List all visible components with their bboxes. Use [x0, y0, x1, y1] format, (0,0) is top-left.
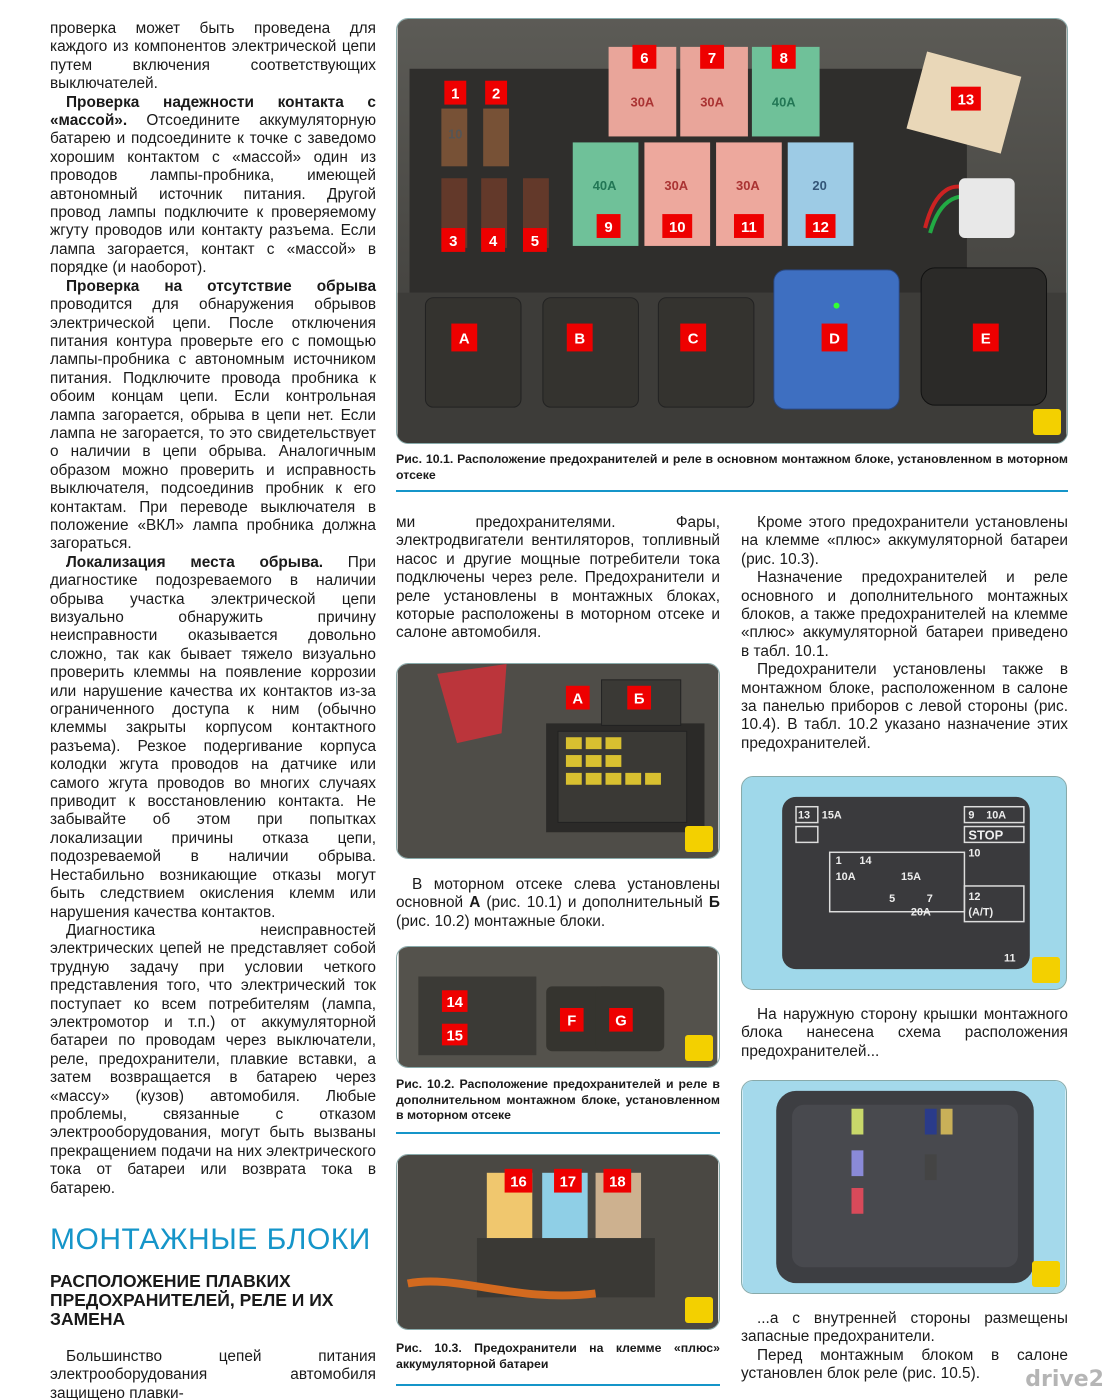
fuse-label-18	[603, 1169, 631, 1193]
svg-text:6: 6	[640, 49, 649, 67]
cover-label-at: (A/T)	[968, 906, 994, 919]
paragraph-fuses-relays: ми предохранителями. Фары, электродвигатели вентиляторов, топливный насос и другие мощные потребители тока подключены через реле. Предохранители и реле установлены в монтажных блоках, которые расположены в моторном отсеке и салоне автомобиля.	[396, 514, 720, 642]
svg-text:10: 10	[668, 218, 686, 236]
svg-text:12: 12	[812, 218, 829, 236]
heading-ground-check: Проверка надежности контакта с «массой».	[50, 93, 376, 130]
fuse-7-rating: 30A	[700, 94, 724, 110]
watermark-logo: drive2	[1025, 1367, 1104, 1392]
svg-text:15: 15	[446, 1028, 463, 1045]
relay-label-e	[973, 324, 999, 352]
svg-text:13: 13	[957, 91, 975, 109]
figure-fuse-cover-inside	[741, 1080, 1067, 1294]
fuse-10-rating: 30A	[664, 178, 689, 194]
cover-label-10: 10	[968, 847, 981, 860]
cover-label-11: 11	[1004, 952, 1016, 965]
figure-1-rule	[396, 490, 1068, 492]
cover-label-9: 9	[968, 809, 975, 822]
svg-text:A: A	[458, 330, 470, 348]
right-paragraph-4: На наружную сторону крышки монтажного блока нанесена схема расположения предохранителей...	[741, 1006, 1068, 1060]
cover-label-15a: 15A	[821, 809, 842, 822]
fuse-label-5	[523, 228, 547, 252]
fuse-label-6	[632, 45, 656, 69]
middle-paragraph-2: В моторном отсеке слева установлены основной А (рис. 10.1) и дополнительный Б (рис. 10.2) монтажные блоки.	[396, 876, 720, 930]
bottom-paragraph: Большинство цепей питания электрооборудования автомобиля защищено плавки-	[50, 1348, 376, 1400]
cover-label-20a: 20A	[910, 906, 931, 919]
relay-label-a	[451, 324, 477, 352]
relay-label-f	[560, 1008, 584, 1032]
car-badge-icon	[685, 826, 713, 852]
paragraph-battery-fuses: Кроме этого предохранители установлены на клемме «плюс» аккумуляторной батареи (рис. 10.3).	[741, 514, 1068, 568]
fuse-label-10	[662, 214, 692, 238]
svg-text:7: 7	[707, 49, 717, 67]
svg-text:3: 3	[449, 232, 458, 250]
car-badge-icon	[1032, 957, 1060, 983]
section-title: МОНТАЖНЫЕ БЛОКИ	[50, 1223, 371, 1256]
paragraph-cabin-fuses: Предохранители установлены также в монтажном блоке, расположенном в салоне за панелью приборов с левой стороны (рис. 10.4). В табл. 10.2 указано назначение этих предохранителей.	[741, 661, 1068, 752]
car-badge-icon	[685, 1297, 713, 1323]
svg-text:2: 2	[491, 85, 501, 103]
relay-label-g	[609, 1008, 633, 1032]
fuse-label-4	[481, 228, 505, 252]
svg-text:17: 17	[559, 1174, 577, 1191]
box-label-a	[566, 686, 590, 710]
heading-break-check: Проверка на отсутствие обрыва	[66, 277, 376, 295]
fuse-1-rating: 10	[448, 126, 463, 142]
cover-label-13: 13	[798, 809, 811, 822]
fuse-label-12	[806, 214, 836, 238]
svg-text:G: G	[615, 1013, 627, 1030]
svg-text:14: 14	[446, 995, 463, 1011]
car-badge-icon	[685, 1035, 713, 1061]
fuse-label-11	[734, 214, 764, 238]
cover-label-15a-2: 15A	[901, 871, 921, 884]
paragraph-intro: проверка может быть проведена для каждого из компонентов электрической цепи путем включения соответствующих выключателей.	[50, 20, 376, 93]
svg-text:1: 1	[451, 85, 460, 103]
car-badge-icon	[1032, 1261, 1060, 1287]
fuse-label-3	[441, 228, 465, 252]
left-column	[50, 20, 376, 1198]
figure-engine-bay-boxes	[396, 663, 720, 859]
paragraph-table-reference: Назначение предохранителей и реле основного и дополнительного монтажных блоков, а также предохранителей на клемме «плюс» аккумуляторной батареи приведено в табл. 10.1.	[741, 569, 1068, 660]
fuse-8-rating: 40A	[771, 94, 796, 110]
svg-text:9: 9	[604, 218, 613, 236]
fuse-label-13	[951, 87, 981, 111]
figure-battery-fuses	[396, 1154, 720, 1330]
figure-3-rule	[396, 1384, 720, 1386]
fuse-label-16	[505, 1169, 533, 1193]
svg-text:F: F	[567, 1013, 577, 1030]
svg-text:B: B	[574, 330, 586, 348]
svg-text:4: 4	[488, 232, 498, 250]
figure-additional-fuse-box	[396, 946, 720, 1068]
svg-text:Б: Б	[633, 691, 645, 708]
cover-label-14: 14	[859, 855, 872, 868]
cover-label-1: 1	[835, 855, 842, 868]
cover-label-5: 5	[889, 892, 896, 905]
figure-fuse-cover-outside	[741, 776, 1067, 990]
relay-label-d	[822, 324, 848, 352]
fuse-label-2	[485, 81, 507, 105]
relay-label-b	[567, 324, 593, 352]
fuse-label-1	[444, 81, 466, 105]
right-column	[741, 514, 1068, 753]
relay-c-body	[658, 298, 754, 407]
paragraph-break-check: Проверка на отсутствие обрыва проводится для обнаружения обрывов электрической цепи. После отключения питания контура проверьте его с помощью лампы-пробника с автономным источником питания. Подключите провода пробника к обоим концам цепи. Если контрольная лампа загорается, обрыва в цепи нет. Если лампа не загорается, то это свидетельствует о наличии в цепи обрыва. Аналогичным образом можно проверить и исправность выключателя, подсоединив пробник к его контактам. При переводе выключателя в положение «ВКЛ» лампа пробника должна загораться.	[50, 277, 376, 553]
relay-b-body	[543, 298, 639, 407]
figure-3-caption: Рис. 10.3. Предохранители на клемме «плюс» аккумуляторной батареи	[396, 1341, 720, 1371]
fuse-12-rating: 20	[812, 178, 827, 194]
fuse-label-8	[772, 45, 796, 69]
svg-text:8: 8	[779, 49, 788, 67]
cover-label-7: 7	[926, 892, 933, 905]
svg-text:5: 5	[530, 232, 540, 250]
svg-text:A: A	[572, 691, 584, 708]
paragraph-break-localization: Локализация места обрыва. При диагностике подозреваемого в наличии обрыва участка электрической цепи визуально обнаружить причину неисправности оказывается довольно сложно, так как бывает тяжело визуально проверить клеммы на появление коррозии или нарушение качества их контактов из-за ограниченного доступа к ним (обычно клеммы закрыты корпусом контактного разъема). Резкое подергивание корпуса колодки жгута проводов на датчике или самого жгута проводов во многих случаях приводит к восстановлению контакта. Не забывайте об этом при попытках локализации причины отказа цепи, подозреваемой в наличии обрыва. Нестабильно возникающие отказы могут быть следствием окисления клемм или нарушения качества контактов.	[50, 553, 377, 921]
cover-label-12: 12	[968, 890, 981, 903]
figure-2-caption: Рис. 10.2. Расположение предохранителей и реле в дополнительном монтажном блоке, установленном в моторном отсеке	[396, 1077, 720, 1122]
fuse-label-17	[554, 1169, 582, 1193]
relay-label-c	[680, 324, 706, 352]
svg-text:C: C	[687, 330, 699, 348]
middle-column	[396, 514, 720, 643]
figure-main-fuse-box	[396, 18, 1068, 444]
svg-text:E: E	[980, 330, 991, 348]
figure-2-rule	[396, 1132, 720, 1134]
heading-break-localization: Локализация места обрыва.	[66, 553, 324, 571]
cover-label-10a: 10A	[986, 809, 1007, 822]
fuse-6-rating: 30A	[630, 94, 655, 110]
svg-text:16: 16	[510, 1174, 527, 1191]
figure-1-caption: Рис. 10.1. Расположение предохранителей и реле в основном монтажном блоке, установленном в моторном отсеке	[396, 452, 1068, 482]
cover-label-stop: STOP	[968, 827, 1004, 843]
fuse-label-15	[442, 1024, 468, 1046]
cover-label-10a-2: 10A	[835, 871, 856, 884]
fuse-9-rating: 40A	[592, 178, 617, 194]
fuse-label-7	[700, 45, 724, 69]
relay-a-body	[425, 298, 521, 407]
svg-text:D: D	[829, 330, 840, 348]
car-badge-icon	[1033, 409, 1061, 435]
subsection-title: РАСПОЛОЖЕНИЕ ПЛАВКИХ ПРЕДОХРАНИТЕЛЕЙ, РЕЛЕ И ИХ ЗАМЕНА	[50, 1271, 334, 1329]
box-label-b	[627, 686, 651, 710]
paragraph-diagnostics: Диагностика неисправностей электрических цепей не представляет собой трудную задачу при условии четкого представления того, что электрический ток поступает ко всем потребителям (лампа, электромотор и т.п.) от аккумуляторной батареи по проводам через выключатели, реле, предохранители, плавкие вставки, а затем возвращается в батарею через «массу» (кузов) автомобиля. Любые проблемы, связанные с отказом электрооборудования, могут быть вызваны прекращением подачи на них электрического тока от батареи или возврата тока в батарею.	[50, 921, 376, 1197]
paragraph-ground-check: Проверка надежности контакта с «массой». Отсоедините аккумуляторную батарею и подсоедините к точке с заведомо хорошим контактом с «массой» один из проводов лампы-пробника, имеющей автономный источник питания. Другой провод лампы подключите к проверяемому жгуту проводов или контакту разъема. Если лампа загорается, контакт с «массой» в порядке (и наоборот).	[50, 93, 376, 277]
fuse-11-rating: 30A	[736, 178, 760, 194]
fuse-label-14	[442, 990, 468, 1012]
svg-text:11: 11	[741, 218, 757, 236]
svg-text:18: 18	[609, 1174, 626, 1191]
right-paragraph-5-6: ...а с внутренней стороны размещены запасные предохранители. Перед монтажным блоком в салоне установлен блок реле (рис. 10.5).	[741, 1310, 1068, 1383]
fuse-label-9	[597, 214, 621, 238]
